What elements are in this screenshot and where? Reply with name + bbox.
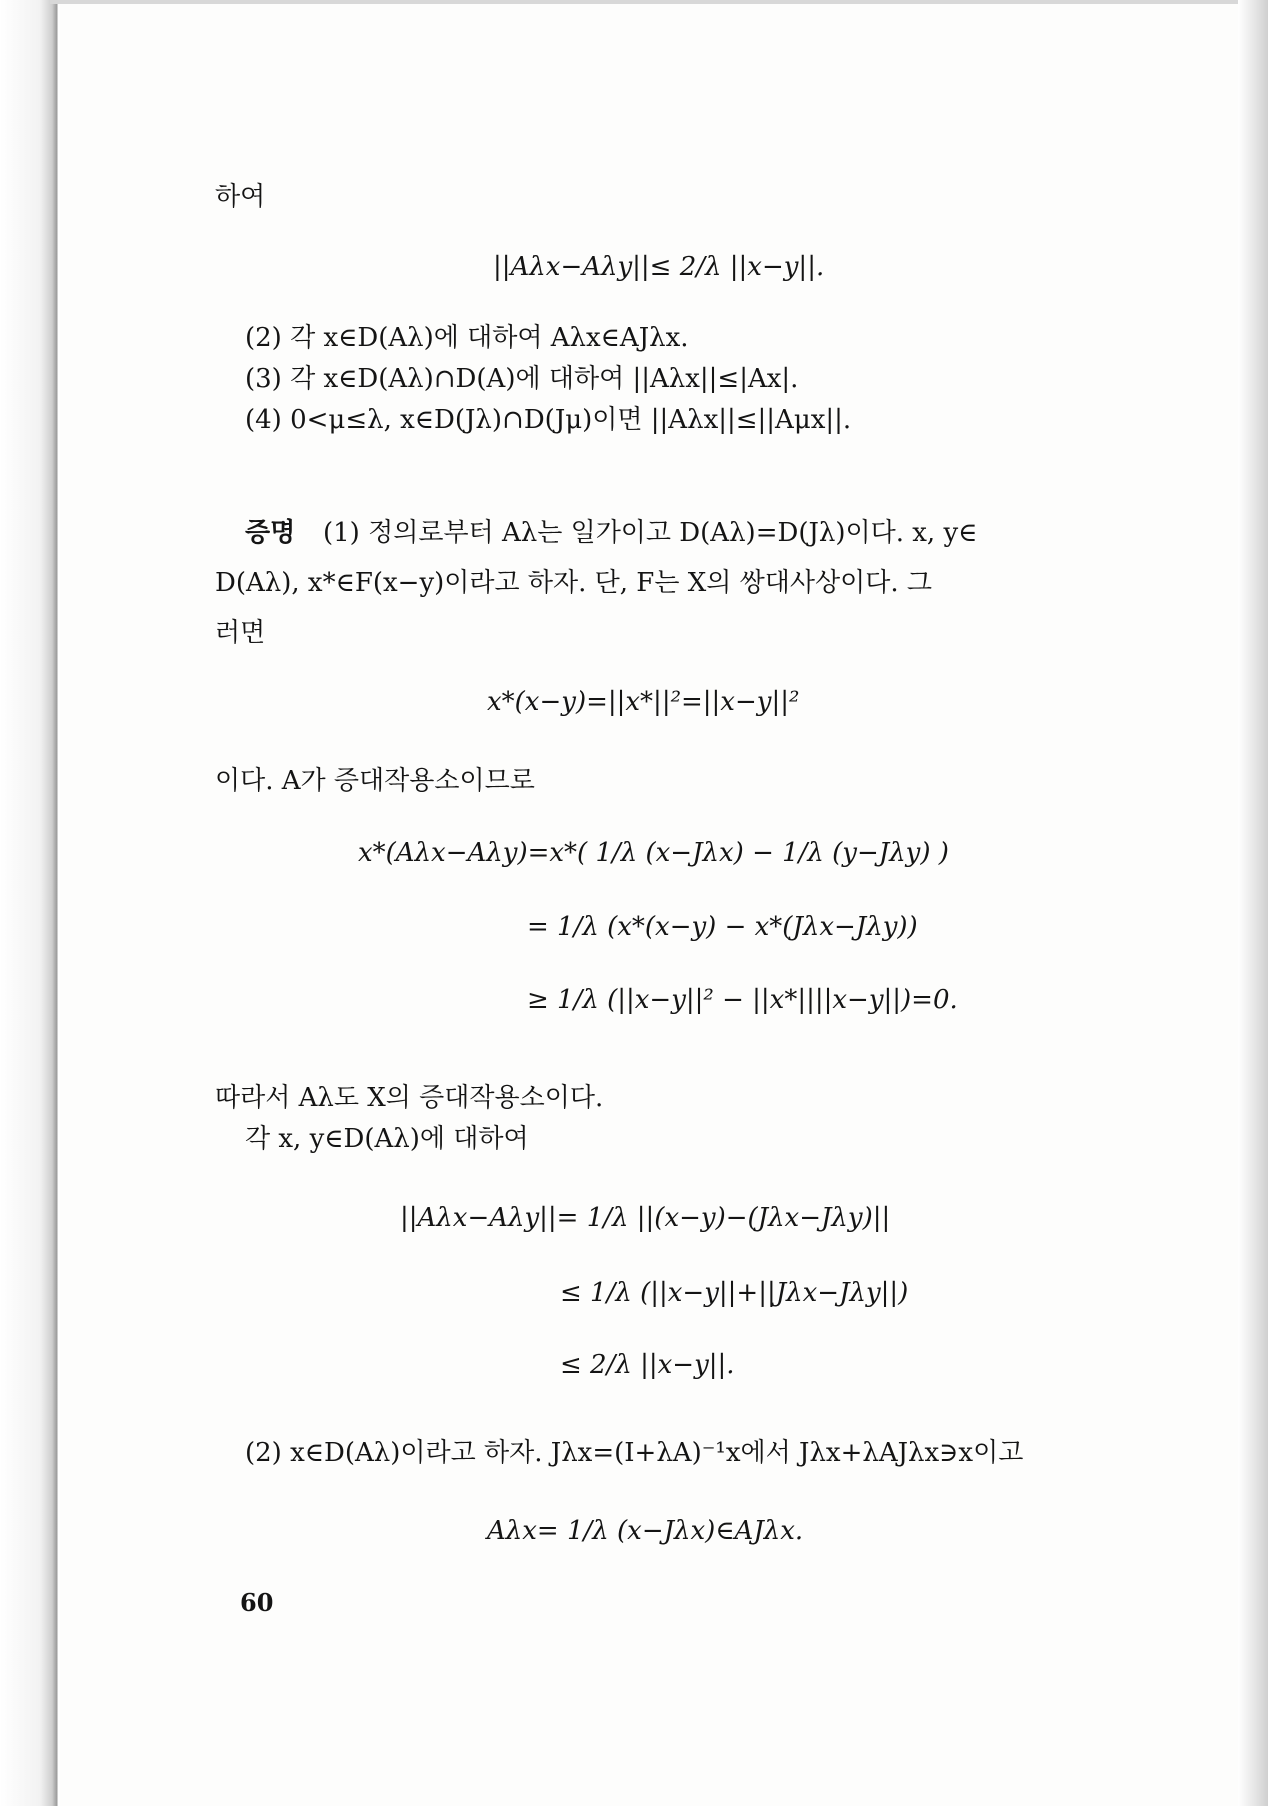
text-each: 각 x, y∈D(Aλ)에 대하여 <box>245 1124 529 1154</box>
proof-line-3: 러면 <box>215 618 266 648</box>
equation-4b: ≤ 1/λ (||x−y||+||Jλx−Jλy||) <box>560 1278 909 1308</box>
equation-4c: ≤ 2/λ ||x−y||. <box>560 1350 735 1380</box>
item-2: (2) 각 x∈D(Aλ)에 대하여 Aλx∈AJλx. <box>245 323 689 353</box>
proof-line-1: (1) 정의로부터 Aλ는 일가이고 D(Aλ)=D(Jλ)이다. x, y∈ <box>323 518 978 548</box>
proof-line-2: D(Aλ), x*∈F(x−y)이라고 하자. 단, F는 X의 쌍대사상이다. 그 <box>215 568 932 598</box>
equation-duality: x*(x−y)=||x*||²=||x−y||² <box>487 687 800 717</box>
text-conclusion: 따라서 Aλ도 X의 증대작용소이다. <box>215 1083 604 1113</box>
equation-3b: = 1/λ (x*(x−y) − x*(Jλx−Jλy)) <box>527 912 918 942</box>
page-number: 60 <box>240 1588 274 1617</box>
proof-heading: 증명 <box>245 518 296 548</box>
equation-5: Aλx= 1/λ (x−Jλx)∈AJλx. <box>487 1516 804 1546</box>
text-part-2: (2) x∈D(Aλ)이라고 하자. Jλx=(I+λA)⁻¹x에서 Jλx+λAJλx∋x이고 <box>245 1438 1024 1468</box>
equation-4a: ||Aλx−Aλy||= 1/λ ||(x−y)−(Jλx−Jλy)|| <box>400 1203 891 1233</box>
item-4: (4) 0<μ≤λ, x∈D(Jλ)∩D(Jμ)이면 ||Aλx||≤||Aμx||. <box>245 405 852 435</box>
text-accretive: 이다. A가 증대작용소이므로 <box>215 766 535 796</box>
equation-lipschitz: ||Aλx−Aλy||≤ 2/λ ||x−y||. <box>493 252 825 282</box>
item-3: (3) 각 x∈D(Aλ)∩D(A)에 대하여 ||Aλx||≤|Ax|. <box>245 364 799 394</box>
page-right-edge <box>1238 0 1268 1806</box>
equation-3c: ≥ 1/λ (||x−y||² − ||x*||||x−y||)=0. <box>527 985 958 1015</box>
equation-3a: x*(Aλx−Aλy)=x*( 1/λ (x−Jλx) − 1/λ (y−Jλy) ) <box>358 838 949 868</box>
text-hayeo: 하여 <box>215 182 266 212</box>
book-spine-shadow <box>0 0 58 1806</box>
